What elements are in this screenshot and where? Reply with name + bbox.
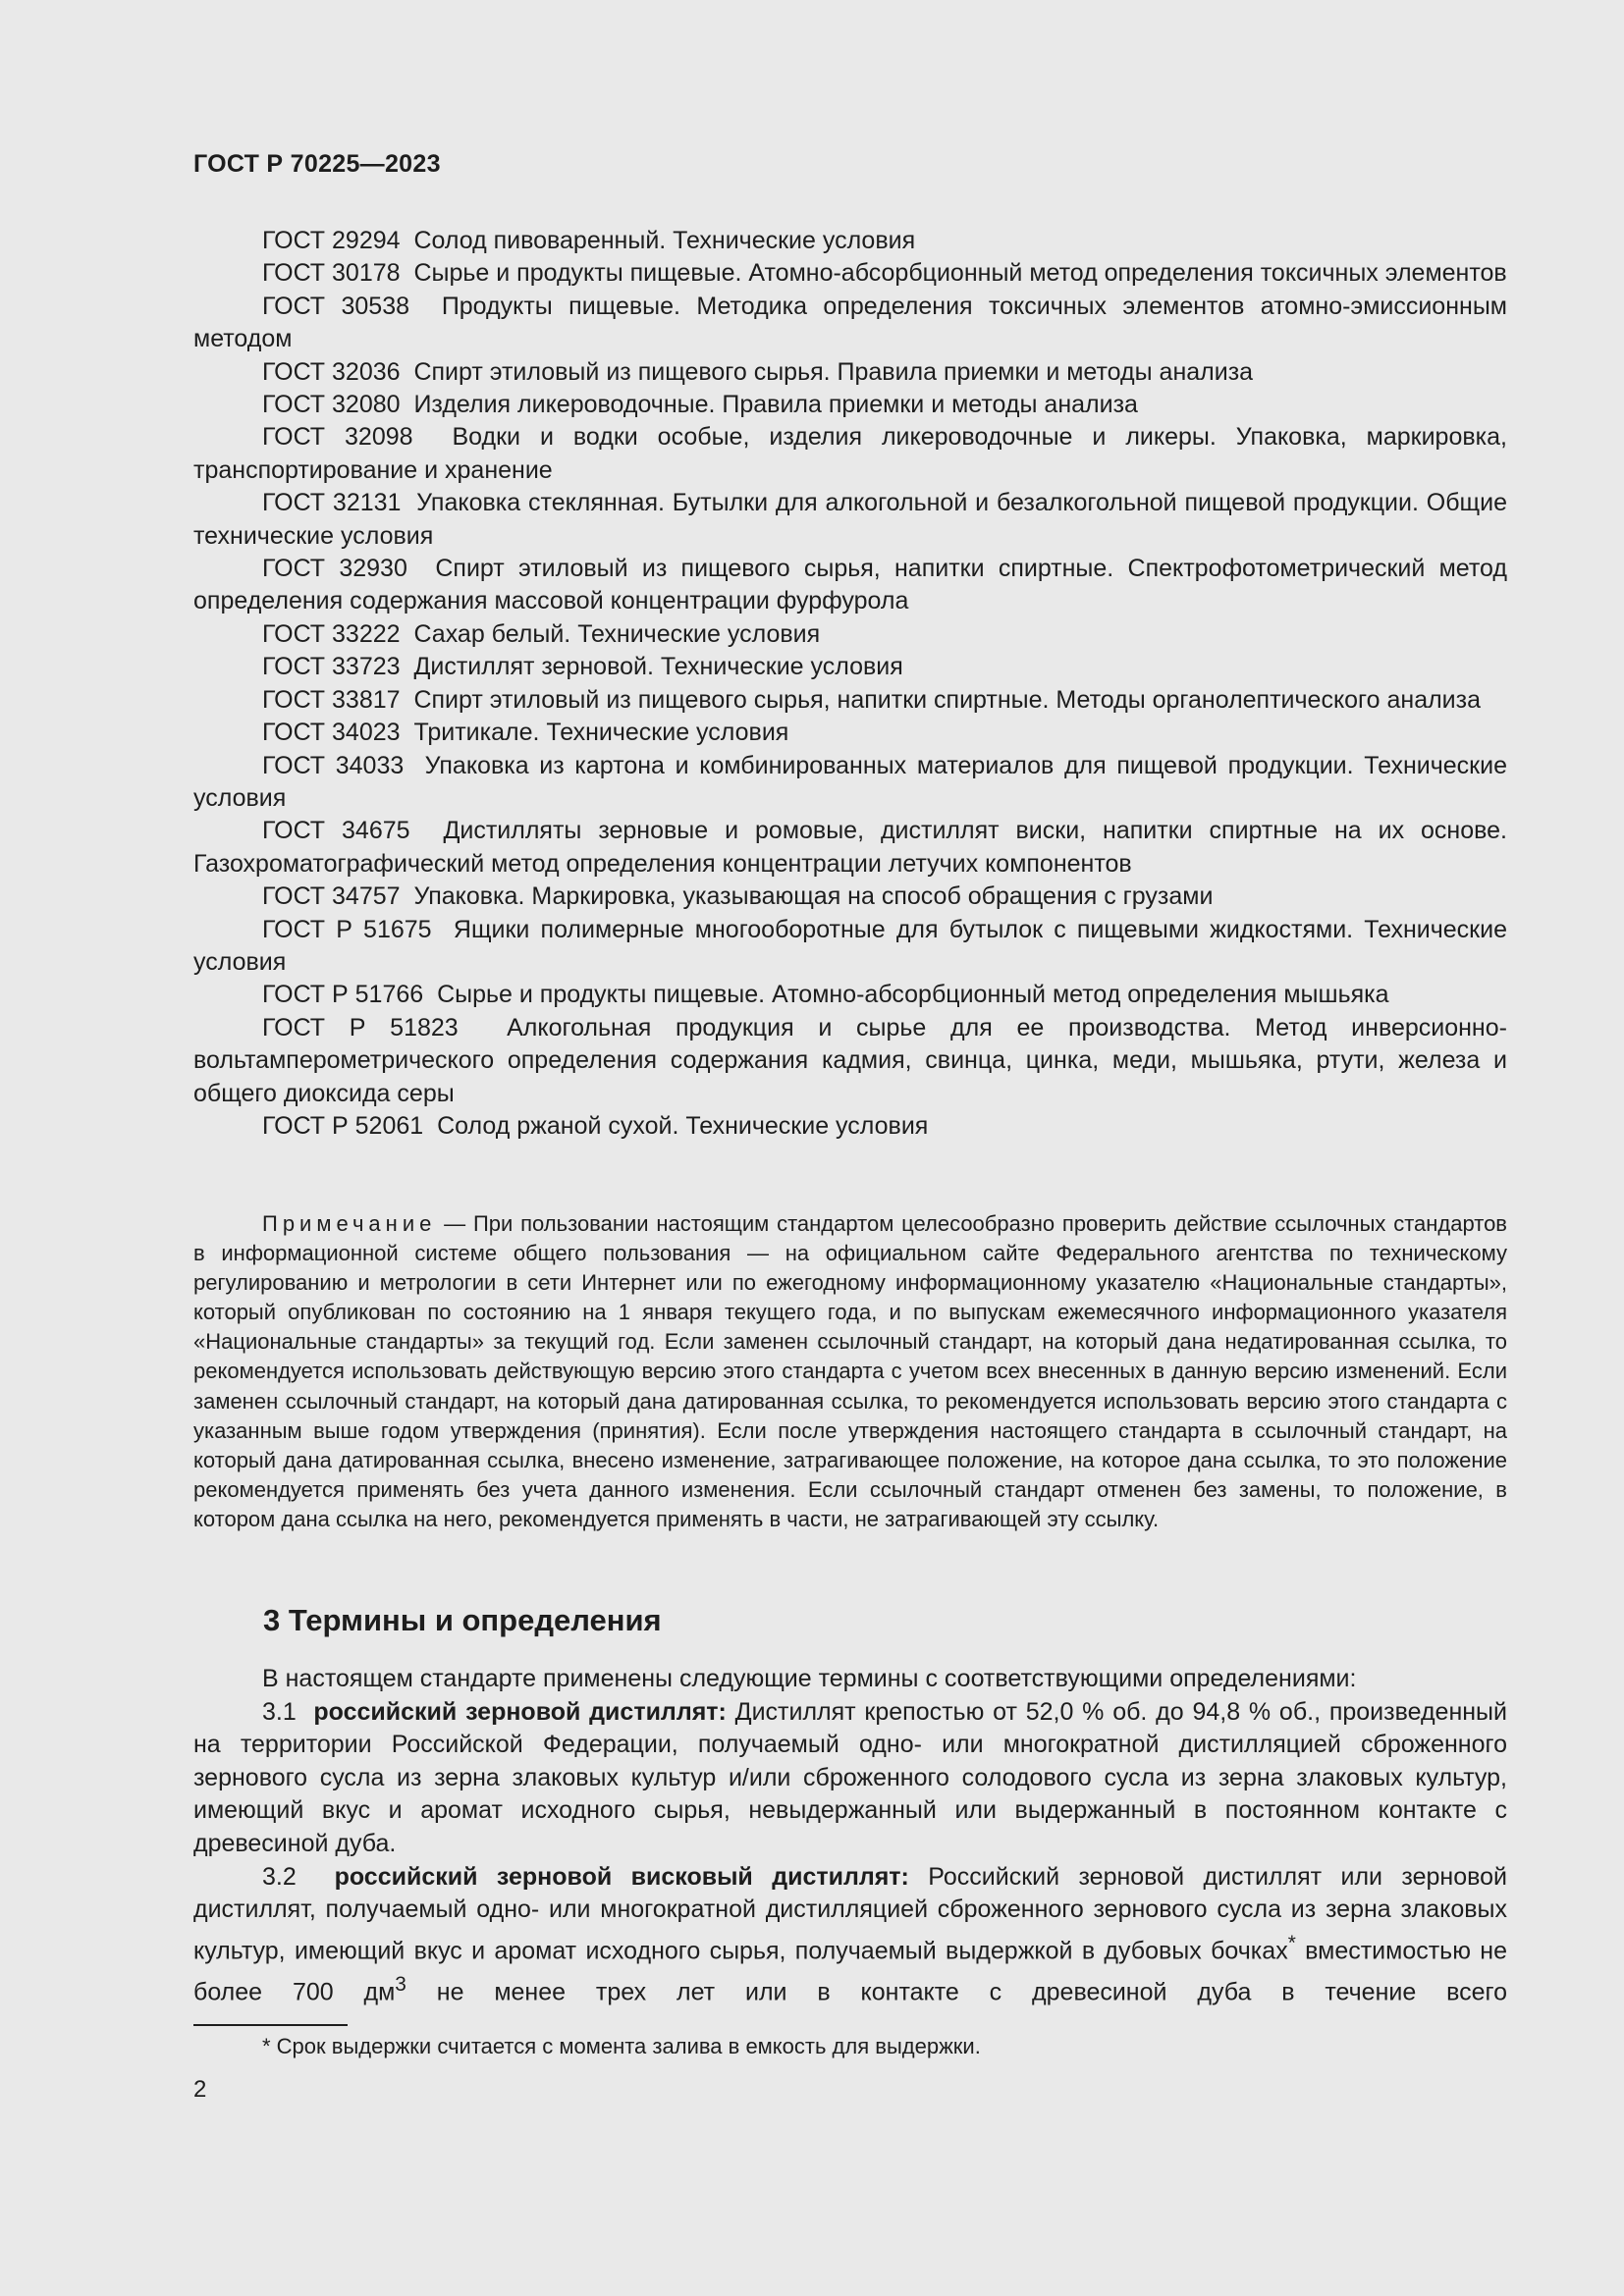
footnote-divider: [193, 2024, 348, 2026]
reference-item: [193, 487, 1507, 553]
reference-title: Сырье и продукты пищевые. Атомно-абсорбционный метод определения мышьяка: [437, 981, 1389, 1009]
reference-code: ГОСТ 32080: [262, 391, 401, 419]
reference-item: [193, 684, 1507, 717]
reference-code: ГОСТ Р 51675: [262, 915, 432, 943]
reference-item: [193, 979, 1507, 1011]
reference-title: Солод пивоваренный. Технические условия: [413, 227, 916, 254]
reference-code: ГОСТ 30538: [262, 292, 409, 320]
reference-item: [193, 356, 1507, 389]
reference-item: [193, 750, 1507, 816]
reference-title: Тритикале. Технические условия: [413, 719, 789, 747]
reference-title: Дистиллят зерновой. Технические условия: [413, 653, 903, 681]
reference-item: [193, 553, 1507, 618]
reference-item: [193, 257, 1507, 290]
reference-item: [193, 225, 1507, 257]
reference-code: ГОСТ 34023: [262, 719, 401, 747]
reference-item: [193, 1110, 1507, 1143]
reference-item: [193, 651, 1507, 683]
reference-code: ГОСТ 33723: [262, 653, 401, 681]
reference-item: [193, 421, 1507, 487]
term-number: 3.2: [262, 1862, 297, 1891]
reference-title: Сырье и продукты пищевые. Атомно-абсорбционный метод определения токсичных элементов: [413, 259, 1507, 288]
reference-title: Алкогольная продукция и сырье для ее производства. Метод инверсионно-вольтамперометрического определения содержания кадмия, свинца, цинка, меди, мышьяка, ртути, железа и общего диоксида серы: [193, 1013, 1507, 1107]
reference-title: Упаковка стеклянная. Бутылки для алкогольной и безалкогольной пищевой продукции. Общие технические условия: [193, 489, 1507, 550]
terms-section: [193, 1663, 1507, 2009]
reference-title: Продукты пищевые. Методика определения токсичных элементов атомно-эмиссионным методом: [193, 292, 1507, 353]
reference-code: ГОСТ 34033: [262, 751, 405, 779]
reference-code: ГОСТ 32131: [262, 489, 402, 517]
reference-title: Спирт этиловый из пищевого сырья, напитки спиртные. Методы органолептического анализа: [413, 685, 1482, 714]
reference-code: ГОСТ 32098: [262, 423, 413, 452]
reference-item: [193, 881, 1507, 913]
reference-title: Водки и водки особые, изделия ликероводочные и ликеры. Упаковка, маркировка, транспортирование и хранение: [193, 423, 1507, 484]
term-definition: Российский зерновой дистиллят или зерновой дистиллят, получаемый одно- или многократной дистилляцией сброженного зернового сусла из зерна злаковых культур, имеющий вкус и аромат исходного сырья, получаемый выдержкой в дубовых бочках: [193, 1862, 1507, 1965]
reference-item: [193, 717, 1507, 749]
section-title: 3 Термины и определения: [263, 1603, 662, 1637]
reference-title: Сахар белый. Технические условия: [413, 619, 821, 648]
term-entry: [193, 1696, 1507, 1861]
terms-intro: В настоящем стандарте применены следующие термины с соответствующими определениями:: [262, 1665, 1357, 1692]
footnote-marker[interactable]: *: [1287, 1931, 1296, 1954]
term-entry: [193, 1861, 1507, 2009]
footnote: * Срок выдержки считается с момента залива в емкость для выдержки.: [262, 2034, 981, 2058]
note-text: — При пользовании настоящим стандартом целесообразно проверить действие ссылочных стандартов в информационной системе общего пользования — на официальном сайте Федерального агентства по техническому регулированию и метрологии в сети Интернет или по ежегодному информационному указателю «Национальные стандарты», который опубликован по состоянию на 1 января текущего года, и по выпускам ежемесячного информационного указателя «Национальные стандарты» за текущий год. Если заменен ссылочный стандарт, на который дана недатированная ссылка, то рекомендуется использовать действующую версию этого стандарта с учетом всех внесенных в данную версию изменений. Если заменен ссылочный стандарт, на который дана датированная ссылка, то рекомендуется использовать версию этого стандарта с указанным выше годом утверждения (принятия). Если после утверждения настоящего стандарта в ссылочный стандарт, на который дана датированная ссылка, внесено изменение, затрагивающее положение, на которое дана ссылка, то это положение рекомендуется применять без учета данного изменения. Если ссылочный стандарт отменен без замены, то положение, в котором дана ссылка на него, рекомендуется применять в части, не затрагивающей эту ссылку.: [193, 1211, 1507, 1531]
term-definition: Дистиллят крепостью от 52,0 % об. до 94,8 % об., произведенный на территории Российской Федерации, получаемый одно- или многократной дистилляцией сброженного зернового сусла из зерна злаковых культур и/или сброженного солодового сусла из зерна злаковых культур, имеющий вкус и аромат исходного сырья, невыдержанный или выдержанный в постоянном контакте с древесиной дуба.: [193, 1697, 1507, 1857]
term-definition-continued: вместимостью не более 700 дм: [193, 1937, 1507, 2005]
unit-superscript: 3: [395, 1972, 406, 1996]
term-definition-tail: не менее трех лет или в контакте с древесиной дуба в течение всего: [406, 1978, 1507, 2005]
reference-title: Спирт этиловый из пищевого сырья, напитки спиртные. Спектрофотометрический метод определения содержания массовой концентрации фурфурола: [193, 555, 1507, 615]
reference-code: ГОСТ 29294: [262, 227, 401, 254]
reference-item: [193, 389, 1507, 421]
reference-title: Спирт этиловый из пищевого сырья. Правила приемки и методы анализа: [413, 357, 1254, 386]
reference-code: ГОСТ Р 52061: [262, 1111, 424, 1140]
reference-title: Упаковка. Маркировка, указывающая на способ обращения с грузами: [413, 882, 1214, 911]
reference-code: ГОСТ 34757: [262, 882, 401, 911]
reference-title: Ящики полимерные многооборотные для бутылок с пищевыми жидкостями. Технические условия: [193, 915, 1507, 976]
reference-title: Дистилляты зерновые и ромовые, дистиллят виски, напитки спиртные на их основе. Газохроматографический метод определения концентрации летучих компонентов: [193, 817, 1507, 878]
normative-references-list: [193, 225, 1507, 1143]
reference-code: ГОСТ 33817: [262, 685, 401, 714]
document-header: ГОСТ Р 70225—2023: [193, 150, 441, 178]
reference-item: [193, 815, 1507, 881]
reference-code: ГОСТ 30178: [262, 259, 401, 288]
reference-item: [193, 1012, 1507, 1110]
term-name: российский зерновой висковый дистиллят:: [334, 1862, 909, 1891]
reference-code: ГОСТ Р 51766: [262, 981, 424, 1009]
reference-code: ГОСТ Р 51823: [262, 1013, 459, 1041]
reference-item: [193, 914, 1507, 980]
reference-code: ГОСТ 34675: [262, 817, 410, 845]
page-number: 2: [193, 2076, 207, 2103]
reference-item: [193, 618, 1507, 651]
term-name: российский зерновой дистиллят:: [313, 1697, 727, 1726]
reference-code: ГОСТ 32930: [262, 555, 407, 583]
term-number: 3.1: [262, 1697, 297, 1726]
reference-title: Солод ржаной сухой. Технические условия: [437, 1111, 929, 1140]
reference-note: [193, 1209, 1507, 1534]
note-label: Примечание: [262, 1211, 437, 1236]
reference-code: ГОСТ 33222: [262, 619, 401, 648]
reference-item: [193, 291, 1507, 356]
reference-title: Упаковка из картона и комбинированных материалов для пищевой продукции. Технические условия: [193, 751, 1507, 812]
reference-title: Изделия ликероводочные. Правила приемки и методы анализа: [413, 391, 1138, 419]
reference-code: ГОСТ 32036: [262, 357, 401, 386]
